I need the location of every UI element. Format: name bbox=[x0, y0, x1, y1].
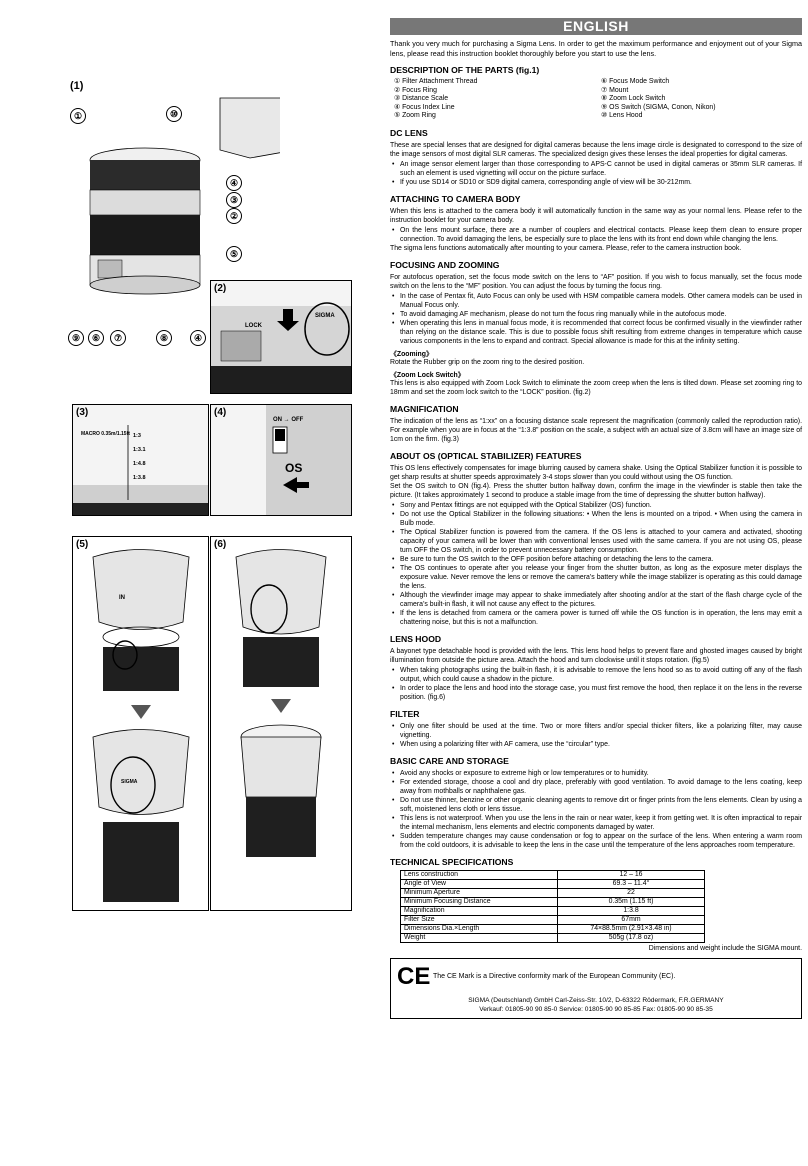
list-item: • Sudden temperature changes may cause condensation or fog to appear on the surface of the lens. When entering a warm room from the cold outdoors, it is advisable to keep the lens in the case until the temperature of the lens approaches room temperature. bbox=[400, 832, 802, 850]
ce-text: The CE Mark is a Directive conformity mark of the European Community (EC). bbox=[433, 973, 676, 980]
part-item: ⑦ Mount bbox=[601, 86, 629, 94]
focus-heading: FOCUSING AND ZOOMING bbox=[390, 259, 500, 270]
specs-note: Dimensions and weight include the SIGMA mount. bbox=[648, 944, 802, 952]
zoom-lock-paragraph: This lens is also equipped with Zoom Lock Switch to eliminate the zoom creep when the lens is tilted down. Please set zooming ring to 18mm and set the zoom lock switch to the “LOCK” position. (fig.2) bbox=[390, 379, 802, 396]
os-list bbox=[390, 501, 802, 627]
part-item: ⑤ Zoom Ring bbox=[394, 112, 436, 119]
os-on-off-label: ON → OFF bbox=[273, 417, 304, 423]
list-item: • On the lens mount surface, there are a number of couplers and electrical contacts. Please keep them clean to ensure proper connection. To avoid damaging the lens, be especially sure to place the lens with its front end down while changing the lens. bbox=[400, 226, 802, 244]
focus-list bbox=[390, 292, 802, 346]
specs-table bbox=[400, 870, 705, 943]
callout-3: ③ bbox=[226, 192, 242, 208]
parts-list bbox=[390, 78, 802, 121]
ce-mark-icon: CE bbox=[397, 962, 431, 990]
part-item: ① Filter Attachment Thread bbox=[394, 78, 478, 85]
list-item: • The Optical Stabilizer function is powered from the camera. If the OS lens is attached to your camera and activated, shooting capacity of your camera will be lower than with conventional lenses used with the same camera. If you are not using OS, please turn OFF the OS switch, in order to prevent unnecessary battery consumption. bbox=[400, 528, 802, 555]
part-item: ⑥ Focus Mode Switch bbox=[601, 78, 670, 85]
list-item: • In the case of Pentax fit, Auto Focus can only be used with HSM compatible camera models. Other camera models can be used in Manual Focus only. bbox=[400, 292, 802, 310]
callout-9: ⑨ bbox=[68, 330, 84, 346]
fig4-label: (4) bbox=[214, 407, 227, 418]
list-item: • Do not use the Optical Stabilizer in the following situations: • When the lens is mounted on a tripod. • When using the camera in Bulb mode. bbox=[400, 510, 802, 528]
sigma-label-fig2: SIGMA bbox=[315, 313, 335, 319]
list-item: • When using a polarizing filter with AF camera, use the “circular” type. bbox=[400, 740, 802, 749]
fig5-panel bbox=[72, 536, 209, 911]
zoom-lock-subheading: 《Zoom Lock Switch》 bbox=[390, 371, 465, 379]
magnification-heading: MAGNIFICATION bbox=[390, 403, 459, 414]
list-item: • The OS continues to operate after you release your finger from the shutter button, as long as the exposure meter displays the exposure value. Never remove the lens or remove the camera’s battery while the image stabilizer is operating as this could damage the lens. bbox=[400, 564, 802, 591]
part-item: ② Focus Ring bbox=[394, 86, 437, 94]
list-item: • For extended storage, choose a cool and dry place, preferably with good ventilation. To avoid damage to the lens coating, keep away from mothballs or naphthalene gas. bbox=[400, 778, 802, 796]
dc-heading: DC LENS bbox=[390, 127, 428, 138]
parts-heading: DESCRIPTION OF THE PARTS (fig.1) bbox=[390, 65, 540, 75]
list-item: • When taking photographs using the built-in flash, it is advisable to remove the lens hood so as to avoid cutting off any of the flash output, which could cause a shadow in the picture. bbox=[400, 666, 802, 684]
attach-heading: ATTACHING TO CAMERA BODY bbox=[390, 193, 521, 204]
table-row: Filter Size 67mm bbox=[401, 915, 705, 924]
table-row: Minimum Aperture 22 bbox=[401, 888, 705, 897]
filter-heading: FILTER bbox=[390, 708, 420, 719]
attach-list bbox=[390, 226, 802, 244]
fig6-panel bbox=[210, 536, 352, 911]
table-row: Dimensions Dia.×Length 74×88.5mm (2.91×3.48 in) bbox=[401, 924, 705, 933]
hood-attach-diagram bbox=[73, 537, 208, 910]
os-paragraph-2: Set the OS switch to ON (fig.4). Press the shutter button halfway down, confirm the image in the viewfinder is stable then take the picture. (It takes approximately 1 second to produce a stable image from the time of depressing the shutter button halfway). bbox=[390, 482, 802, 499]
list-item: • Be sure to turn the OS switch to the OFF position before attaching or detaching the lens to the camera. bbox=[400, 555, 802, 564]
list-item: • This lens is not waterproof. When you use the lens in the rain or near water, keep it from getting wet. It is often impractical to repair the internal mechanism, lens elements and electric components damaged by water. bbox=[400, 814, 802, 832]
part-item: ③ Distance Scale bbox=[394, 95, 449, 102]
language-banner: ENGLISH bbox=[390, 18, 802, 35]
care-heading: BASIC CARE AND STORAGE bbox=[390, 755, 509, 766]
zooming-paragraph: Rotate the Rubber grip on the zoom ring to the desired position. bbox=[390, 358, 585, 366]
callout-5: ⑤ bbox=[226, 246, 242, 262]
part-item: ④ Focus Index Line bbox=[394, 103, 455, 111]
list-item: • To avoid damaging AF mechanism, please do not turn the focus ring manually while in the autofocus mode. bbox=[400, 310, 802, 319]
part-item: ⑩ Lens Hood bbox=[601, 112, 643, 119]
company-contacts: Verkauf: 01805-90 90 85-0 Service: 01805-90 90 85-85 Fax: 01805-90 90 85-35 bbox=[479, 1005, 713, 1013]
lock-label: LOCK bbox=[245, 323, 262, 329]
fig5-label: (5) bbox=[76, 539, 89, 550]
fig6-label: (6) bbox=[214, 539, 227, 550]
list-item: • Although the viewfinder image may appear to shake immediately after shooting and/or at the start of the flash charge cycle of the camera’s built-in flash, it will not cause any effect to the pictures. bbox=[400, 591, 802, 609]
list-item: • Only one filter should be used at the time. Two or more filters and/or special thicker filters, like a polarizing filter, may cause vignetting. bbox=[400, 722, 802, 740]
fig1-label: (1) bbox=[70, 80, 84, 92]
os-paragraph: This OS lens effectively compensates for image blurring caused by camera shake. Using the Optical Stabilizer function it is possible to get sharp results at shutter speeds approximately 3-4 stops slower than you could without using the OS function. bbox=[390, 464, 802, 481]
callout-4b: ④ bbox=[190, 330, 206, 346]
callout-4a: ④ bbox=[226, 175, 242, 191]
table-row: Weight 505g (17.8 oz) bbox=[401, 933, 705, 942]
part-item: ⑧ Zoom Lock Switch bbox=[601, 95, 666, 102]
attach-paragraph: When this lens is attached to the camera body it will automatically function in the same way as your normal lens. Please refer to the instruction booklet for your camera body. bbox=[390, 207, 802, 224]
hood-reverse-diagram bbox=[211, 537, 351, 910]
text-column bbox=[390, 18, 802, 1019]
hood-paragraph: A bayonet type detachable hood is provided with the lens. This lens hood helps to prevent flare and ghosted images caused by bright illumination from outside the picture area. Attach the hood and turn clockwise until it stops rotation. (fig.5) bbox=[390, 647, 802, 664]
list-item: • If the lens is detached from camera or the camera power is turned off while the OS function is in operation, the lens may emit a chattering noise, but this is not a malfunction. bbox=[400, 609, 802, 627]
magnification-paragraph: The indication of the lens as “1:xx” on a focusing distance scale represent the magnification (commonly called the reproduction ratio). For example when you are in focus at the “1:3.8” position on the scale, a subject with an actual size of 3.8cm will have an image size of 1cm on the firm. (fig.3) bbox=[390, 417, 802, 443]
list-item: • An image sensor element larger than those corresponding to APS-C cannot be used in digital cameras or 35mm SLR cameras. If such an element is used vignetting will occur on the picture surface. bbox=[400, 160, 802, 178]
callout-7: ⑦ bbox=[110, 330, 126, 346]
care-list bbox=[390, 769, 802, 850]
company-address: SIGMA (Deutschland) GmbH Carl-Zeiss-Str. 10/2, D-63322 Rödermark, F.R.GERMANY bbox=[468, 996, 724, 1004]
sigma-label-fig5: SIGMA bbox=[121, 779, 138, 785]
illustrations-column bbox=[0, 0, 380, 1166]
list-item: • When operating this lens in manual focus mode, it is recommended that correct focus be confirmed visually in the viewfinder rather than relying on the distance scale. This is due to possible focus shift resulting from extreme changes in temperature which cause various components in the lens to expand and contract. Special allowance is made for this at the infinity setting. bbox=[400, 319, 802, 346]
intro-paragraph: Thank you very much for purchasing a Sigma Lens. In order to get the maximum performance and enjoyment out of your Sigma lens, please read this instruction booklet thoroughly before you start to use the lens. bbox=[390, 39, 802, 58]
callout-8: ⑧ bbox=[156, 330, 172, 346]
ce-box bbox=[390, 958, 802, 1019]
list-item: • Sony and Pentax fittings are not equipped with the Optical Stabilizer (OS) function. bbox=[400, 501, 802, 510]
fig2-label: (2) bbox=[214, 283, 227, 294]
list-item: • Do not use thinner, benzine or other organic cleaning agents to remove dirt or finger prints from the lens elements. Clean by using a soft, moistened lens cloth or lens tissue. bbox=[400, 796, 802, 814]
os-label: OS bbox=[285, 461, 303, 475]
lens-diagram-fig1 bbox=[70, 90, 280, 310]
part-item: ⑨ OS Switch (SIGMA, Conon, Nikon) bbox=[601, 103, 716, 111]
zooming-subheading: 《Zooming》 bbox=[390, 350, 433, 358]
zoom-lock-diagram bbox=[211, 281, 351, 393]
attach-paragraph-2: The sigma lens functions automatically after mounting to your camera. Please, refer to the camera instruction book. bbox=[390, 244, 742, 252]
table-row: Lens construction 12 – 16 bbox=[401, 870, 705, 879]
fig4-panel bbox=[210, 404, 352, 516]
callout-1: ① bbox=[70, 108, 86, 124]
table-row: Minimum Focusing Distance 0.35m (1.15 ft) bbox=[401, 897, 705, 906]
callout-2: ② bbox=[226, 208, 242, 224]
hood-heading: LENS HOOD bbox=[390, 633, 442, 644]
fig3-panel bbox=[72, 404, 209, 516]
list-item: • In order to place the lens and hood into the storage case, you must first remove the hood, then replace it on the lens in the reverse position. (fig.6) bbox=[400, 684, 802, 702]
dc-list bbox=[390, 160, 802, 187]
macro-label: MACRO 0.35m/1.15ft bbox=[81, 431, 130, 437]
callout-6: ⑥ bbox=[88, 330, 104, 346]
specs-heading: TECHNICAL SPECIFICATIONS bbox=[390, 856, 514, 867]
table-row: Angle of View 69.3 – 11.4° bbox=[401, 879, 705, 888]
fig2-panel bbox=[210, 280, 352, 394]
hood-list bbox=[390, 666, 802, 702]
list-item: • If you use SD14 or SD10 or SD9 digital camera, corresponding angle of view will be 30-212mm. bbox=[400, 178, 802, 187]
list-item: • Avoid any shocks or exposure to extreme high or low temperatures or to humidity. bbox=[400, 769, 802, 778]
in-label: IN bbox=[119, 595, 125, 601]
filter-list bbox=[390, 722, 802, 749]
os-heading: ABOUT OS (OPTICAL STABILIZER) FEATURES bbox=[390, 450, 582, 461]
focus-paragraph: For autofocus operation, set the focus mode switch on the lens to “AF” position. If you wish to focus manually, set the focus mode switch on the lens to the “MF” position. You can adjust the focus by turning the focus ring. bbox=[390, 273, 802, 290]
fig3-label: (3) bbox=[76, 407, 89, 418]
callout-10: ⑩ bbox=[166, 106, 182, 122]
table-row: Magnification 1:3.8 bbox=[401, 906, 705, 915]
magnification-ticks: 1:3 1:3.1 1:4.8 1:3.8 bbox=[133, 433, 146, 481]
dc-paragraph: These are special lenses that are designed for digital cameras because the lens image circle is designated to correspond to the size of the image sensors of most digital SLR cameras. The specialized design gives these lenses the ideal properties for digital cameras. bbox=[390, 141, 802, 158]
